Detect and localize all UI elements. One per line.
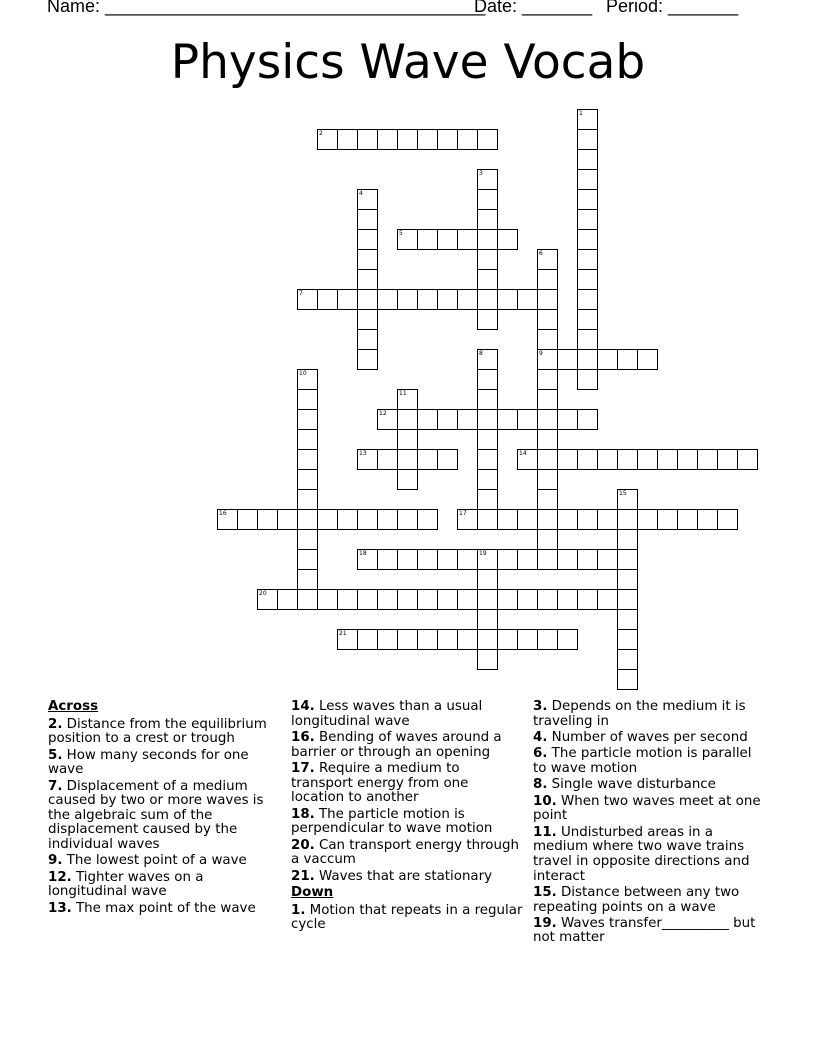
clue-across-14: 14. Less waves than a usual longitudinal wave [291,699,483,729]
clue-number: 21 [339,630,347,637]
clue-across-13: 13. The max point of the wave [48,900,256,916]
crossword-cell[interactable] [517,509,538,530]
clue-down-6: 6. The particle motion is parallel to wave motion [533,746,752,776]
crossword-cell[interactable] [417,449,438,470]
crossword-cell[interactable] [297,409,318,430]
page-title: Physics Wave Vocab [170,35,646,90]
crossword-cell[interactable] [617,609,638,630]
clue-across-21: 21. Waves that are stationary [291,868,493,884]
crossword-cell[interactable] [457,229,478,250]
crossword-cell[interactable] [497,549,518,570]
clue-across-7: 7. Displacement of a medium caused by two or more waves is the algebraic sum of the displacement caused by the individual waves [48,778,264,852]
crossword-cell[interactable] [477,429,498,450]
crossword-cell[interactable] [397,289,418,310]
crossword-cell[interactable] [477,369,498,390]
crossword-cell[interactable] [477,309,498,330]
crossword-cell[interactable] [457,289,478,310]
crossword-cell[interactable] [317,129,338,150]
crossword-cell[interactable] [357,349,378,370]
crossword-cell[interactable] [297,369,318,390]
crossword-cell[interactable] [377,409,398,430]
crossword-cell[interactable] [577,289,598,310]
crossword-cell[interactable] [477,629,498,650]
crossword-cell[interactable] [477,249,498,270]
crossword-cell[interactable] [677,449,698,470]
clue-down-1: 1. Motion that repeats in a regular cycle [291,902,523,933]
crossword-cell[interactable] [377,509,398,530]
crossword-cell[interactable] [417,509,438,530]
clue-number: 2 [319,130,323,137]
crossword-cell[interactable] [597,349,618,370]
name-field-label[interactable]: Name: ______________________________________ [47,0,486,16]
clue-number: 19 [479,550,487,557]
crossword-cell[interactable] [717,449,738,470]
clue-number: 3 [479,170,483,177]
clue-number: 17 [459,510,467,517]
crossword-cell[interactable] [297,469,318,490]
crossword-cell[interactable] [457,629,478,650]
crossword-cell[interactable] [577,129,598,150]
clue-number: 4 [359,190,363,197]
crossword-cell[interactable] [517,589,538,610]
crossword-cell[interactable] [537,269,558,290]
clue-number: 13 [359,450,367,457]
crossword-cell[interactable] [537,589,558,610]
crossword-cell[interactable] [417,589,438,610]
crossword-cell[interactable] [497,229,518,250]
crossword-cell[interactable] [617,549,638,570]
crossword-cell[interactable] [337,289,358,310]
crossword-cell[interactable] [617,589,638,610]
crossword-cell[interactable] [657,449,678,470]
crossword-cell[interactable] [437,549,458,570]
crossword-cell[interactable] [597,449,618,470]
clue-down-8: 8. Single wave disturbance [533,777,716,793]
crossword-cell[interactable] [537,309,558,330]
crossword-cell[interactable] [477,489,498,510]
crossword-cell[interactable] [477,289,498,310]
crossword-cell[interactable] [537,489,558,510]
crossword-cell[interactable] [317,589,338,610]
crossword-cell[interactable] [357,309,378,330]
crossword-cell[interactable] [397,409,418,430]
clue-across-9: 9. The lowest point of a wave [48,853,247,869]
crossword-cell[interactable] [317,509,338,530]
crossword-cell[interactable] [597,589,618,610]
crossword-cell[interactable] [397,429,418,450]
crossword-cell[interactable] [577,369,598,390]
crossword-cell[interactable] [337,129,358,150]
crossword-cell[interactable] [477,549,498,570]
crossword-cell[interactable] [397,449,418,470]
clue-number: 6 [539,250,543,257]
crossword-cell[interactable] [477,589,498,610]
crossword-cell[interactable] [437,629,458,650]
crossword-cell[interactable] [537,349,558,370]
crossword-cell[interactable] [557,549,578,570]
crossword-cell[interactable] [577,349,598,370]
crossword-cell[interactable] [297,549,318,570]
crossword-cell[interactable] [477,389,498,410]
crossword-cell[interactable] [617,669,638,690]
crossword-cell[interactable] [557,509,578,530]
crossword-cell[interactable] [577,449,598,470]
crossword-cell[interactable] [657,509,678,530]
crossword-cell[interactable] [357,329,378,350]
crossword-cell[interactable] [497,629,518,650]
crossword-cell[interactable] [357,129,378,150]
crossword-cell[interactable] [477,509,498,530]
crossword-cell[interactable] [537,549,558,570]
crossword-cell[interactable] [397,629,418,650]
crossword-cell[interactable] [297,529,318,550]
crossword-cell[interactable] [397,509,418,530]
clue-number: 18 [359,550,367,557]
crossword-cell[interactable] [477,609,498,630]
crossword-cell[interactable] [417,629,438,650]
crossword-cell[interactable] [617,569,638,590]
date-field-label[interactable]: Date: _______ [474,0,593,16]
crossword-cell[interactable] [437,229,458,250]
crossword-cell[interactable] [317,289,338,310]
crossword-cell[interactable] [577,149,598,170]
crossword-cell[interactable] [677,509,698,530]
down-heading: Down [291,884,334,900]
crossword-cell[interactable] [357,549,378,570]
clue-down-19: 19. Waves transfer__________ but not matter [533,915,756,946]
clue-number: 1 [579,110,583,117]
clue-number: 16 [219,510,227,517]
crossword-cell[interactable] [477,409,498,430]
crossword-cell[interactable] [477,129,498,150]
crossword-cell[interactable] [537,529,558,550]
crossword-cell[interactable] [497,289,518,310]
crossword-cell[interactable] [617,449,638,470]
crossword-cell[interactable] [457,129,478,150]
crossword-cell[interactable] [237,509,258,530]
crossword-cell[interactable] [477,229,498,250]
clue-column-2 [291,700,525,934]
crossword-cell[interactable] [437,589,458,610]
crossword-cell[interactable] [417,129,438,150]
crossword-cell[interactable] [477,569,498,590]
crossword-cell[interactable] [277,509,298,530]
clue-across-16: 16. Bending of waves around a barrier or through an opening [291,729,502,760]
crossword-cell[interactable] [397,469,418,490]
crossword-cell[interactable] [557,589,578,610]
crossword-cell[interactable] [397,589,418,610]
crossword-cell[interactable] [537,429,558,450]
crossword-cell[interactable] [357,589,378,610]
crossword-cell[interactable] [517,629,538,650]
clue-column-3 [533,700,768,948]
clue-across-12: 12. Tighter waves on a longitudinal wave [48,869,204,900]
crossword-cell[interactable] [597,509,618,530]
crossword-cell[interactable] [257,509,278,530]
crossword-cell[interactable] [617,509,638,530]
clue-number: 14 [519,450,527,457]
clue-number: 20 [259,590,267,597]
crossword-cell[interactable] [577,589,598,610]
crossword-cell[interactable] [477,269,498,290]
clue-across-18: 18. The particle motion is perpendicular to wave motion [291,806,493,837]
crossword-cell[interactable] [537,469,558,490]
crossword-cell[interactable] [577,329,598,350]
crossword-cell[interactable] [477,209,498,230]
crossword-cell[interactable] [537,369,558,390]
crossword-cell[interactable] [377,589,398,610]
crossword-cell[interactable] [637,509,658,530]
clue-down-4: 4. Number of waves per second [533,729,748,745]
crossword-cell[interactable] [537,289,558,310]
crossword-cell[interactable] [297,489,318,510]
crossword-cell[interactable] [577,549,598,570]
crossword-cell[interactable] [357,509,378,530]
clue-across-5: 5. How many seconds for one wave [48,747,249,778]
crossword-cell[interactable] [517,449,538,470]
crossword-cell[interactable] [377,629,398,650]
crossword-cell[interactable] [537,409,558,430]
crossword-cell[interactable] [577,509,598,530]
crossword-cell[interactable] [617,629,638,650]
crossword-cell[interactable] [417,409,438,430]
crossword-cell[interactable] [537,329,558,350]
crossword-cell[interactable] [497,589,518,610]
crossword-cell[interactable] [437,289,458,310]
crossword-cell[interactable] [617,649,638,670]
clue-column-1 [48,700,280,918]
crossword-cell[interactable] [737,449,758,470]
crossword-cell[interactable] [297,509,318,530]
crossword-cell[interactable] [537,389,558,410]
crossword-cell[interactable] [297,569,318,590]
crossword-cell[interactable] [337,589,358,610]
crossword-cell[interactable] [637,349,658,370]
crossword-cell[interactable] [217,509,238,530]
clue-number: 8 [479,350,483,357]
crossword-cell[interactable] [397,389,418,410]
crossword-cell[interactable] [517,409,538,430]
crossword-cell[interactable] [397,549,418,570]
crossword-cell[interactable] [557,629,578,650]
crossword-cell[interactable] [457,509,478,530]
crossword-cell[interactable] [357,629,378,650]
crossword-cell[interactable] [557,449,578,470]
crossword-cell[interactable] [537,509,558,530]
clue-across-20: 20. Can transport energy through a vaccum [291,837,519,868]
crossword-cell[interactable] [377,549,398,570]
crossword-cell[interactable] [577,169,598,190]
crossword-cell[interactable] [477,649,498,670]
clue-down-11: 11. Undisturbed areas in a medium where two wave trains travel in opposite directions and interact [533,824,750,884]
crossword-cell[interactable] [397,129,418,150]
crossword-cell[interactable] [577,249,598,270]
crossword-cell[interactable] [497,509,518,530]
crossword-cell[interactable] [577,309,598,330]
period-field-label[interactable]: Period: _______ [606,0,739,16]
crossword-cell[interactable] [397,229,418,250]
crossword-cell[interactable] [477,169,498,190]
crossword-cell[interactable] [537,449,558,470]
crossword-cell[interactable] [497,409,518,430]
crossword-cell[interactable] [617,349,638,370]
crossword-cell[interactable] [257,589,278,610]
crossword-cell[interactable] [477,469,498,490]
crossword-cell[interactable] [297,389,318,410]
clue-number: 5 [399,230,403,237]
clue-number: 10 [299,370,307,377]
crossword-cell[interactable] [357,189,378,210]
crossword-cell[interactable] [577,409,598,430]
crossword-cell[interactable] [717,509,738,530]
crossword-cell[interactable] [617,529,638,550]
crossword-cell[interactable] [277,589,298,610]
crossword-cell[interactable] [477,449,498,470]
crossword-cell[interactable] [577,229,598,250]
crossword-cell[interactable] [577,269,598,290]
crossword-cell[interactable] [377,129,398,150]
crossword-cell[interactable] [697,509,718,530]
clue-number: 12 [379,410,387,417]
crossword-cell[interactable] [297,289,318,310]
crossword-cell[interactable] [597,549,618,570]
crossword-cell[interactable] [537,249,558,270]
crossword-cell[interactable] [417,229,438,250]
crossword-cell[interactable] [477,189,498,210]
across-heading: Across [48,699,99,714]
crossword-cell[interactable] [577,189,598,210]
clue-down-10: 10. When two waves meet at one point [533,793,761,824]
crossword-cell[interactable] [457,549,478,570]
clue-number: 7 [299,290,303,297]
crossword-cell[interactable] [577,209,598,230]
crossword-cell[interactable] [537,629,558,650]
clue-down-3: 3. Depends on the medium it is traveling in [533,699,746,729]
crossword-cell[interactable] [357,449,378,470]
crossword-cell[interactable] [437,409,458,430]
crossword-cell[interactable] [517,549,538,570]
crossword-cell[interactable] [617,489,638,510]
crossword-cell[interactable] [357,209,378,230]
crossword-cell[interactable] [377,449,398,470]
crossword-cell[interactable] [517,289,538,310]
clue-number: 15 [619,490,627,497]
crossword-cell[interactable] [437,449,458,470]
clue-across-17: 17. Require a medium to transport energy from one location to another [291,760,469,806]
crossword-cell[interactable] [557,349,578,370]
crossword-cell[interactable] [357,269,378,290]
crossword-cell[interactable] [337,629,358,650]
crossword-cell[interactable] [577,109,598,130]
clue-number: 9 [539,350,543,357]
crossword-cell[interactable] [457,589,478,610]
crossword-cell[interactable] [357,229,378,250]
clue-number: 11 [399,390,407,397]
crossword-cell[interactable] [697,449,718,470]
crossword-cell[interactable] [437,129,458,150]
crossword-cell[interactable] [337,509,358,530]
crossword-cell[interactable] [297,449,318,470]
crossword-cell[interactable] [357,289,378,310]
crossword-cell[interactable] [477,349,498,370]
crossword-cell[interactable] [557,409,578,430]
crossword-cell[interactable] [457,409,478,430]
crossword-cell[interactable] [417,549,438,570]
crossword-cell[interactable] [297,589,318,610]
crossword-cell[interactable] [417,289,438,310]
crossword-cell[interactable] [357,249,378,270]
crossword-cell[interactable] [297,429,318,450]
clue-down-15: 15. Distance between any two repeating points on a wave [533,884,740,915]
crossword-cell[interactable] [637,449,658,470]
clue-across-2: 2. Distance from the equilibrium position to a crest or trough [48,716,267,747]
crossword-cell[interactable] [377,289,398,310]
header [47,0,807,22]
